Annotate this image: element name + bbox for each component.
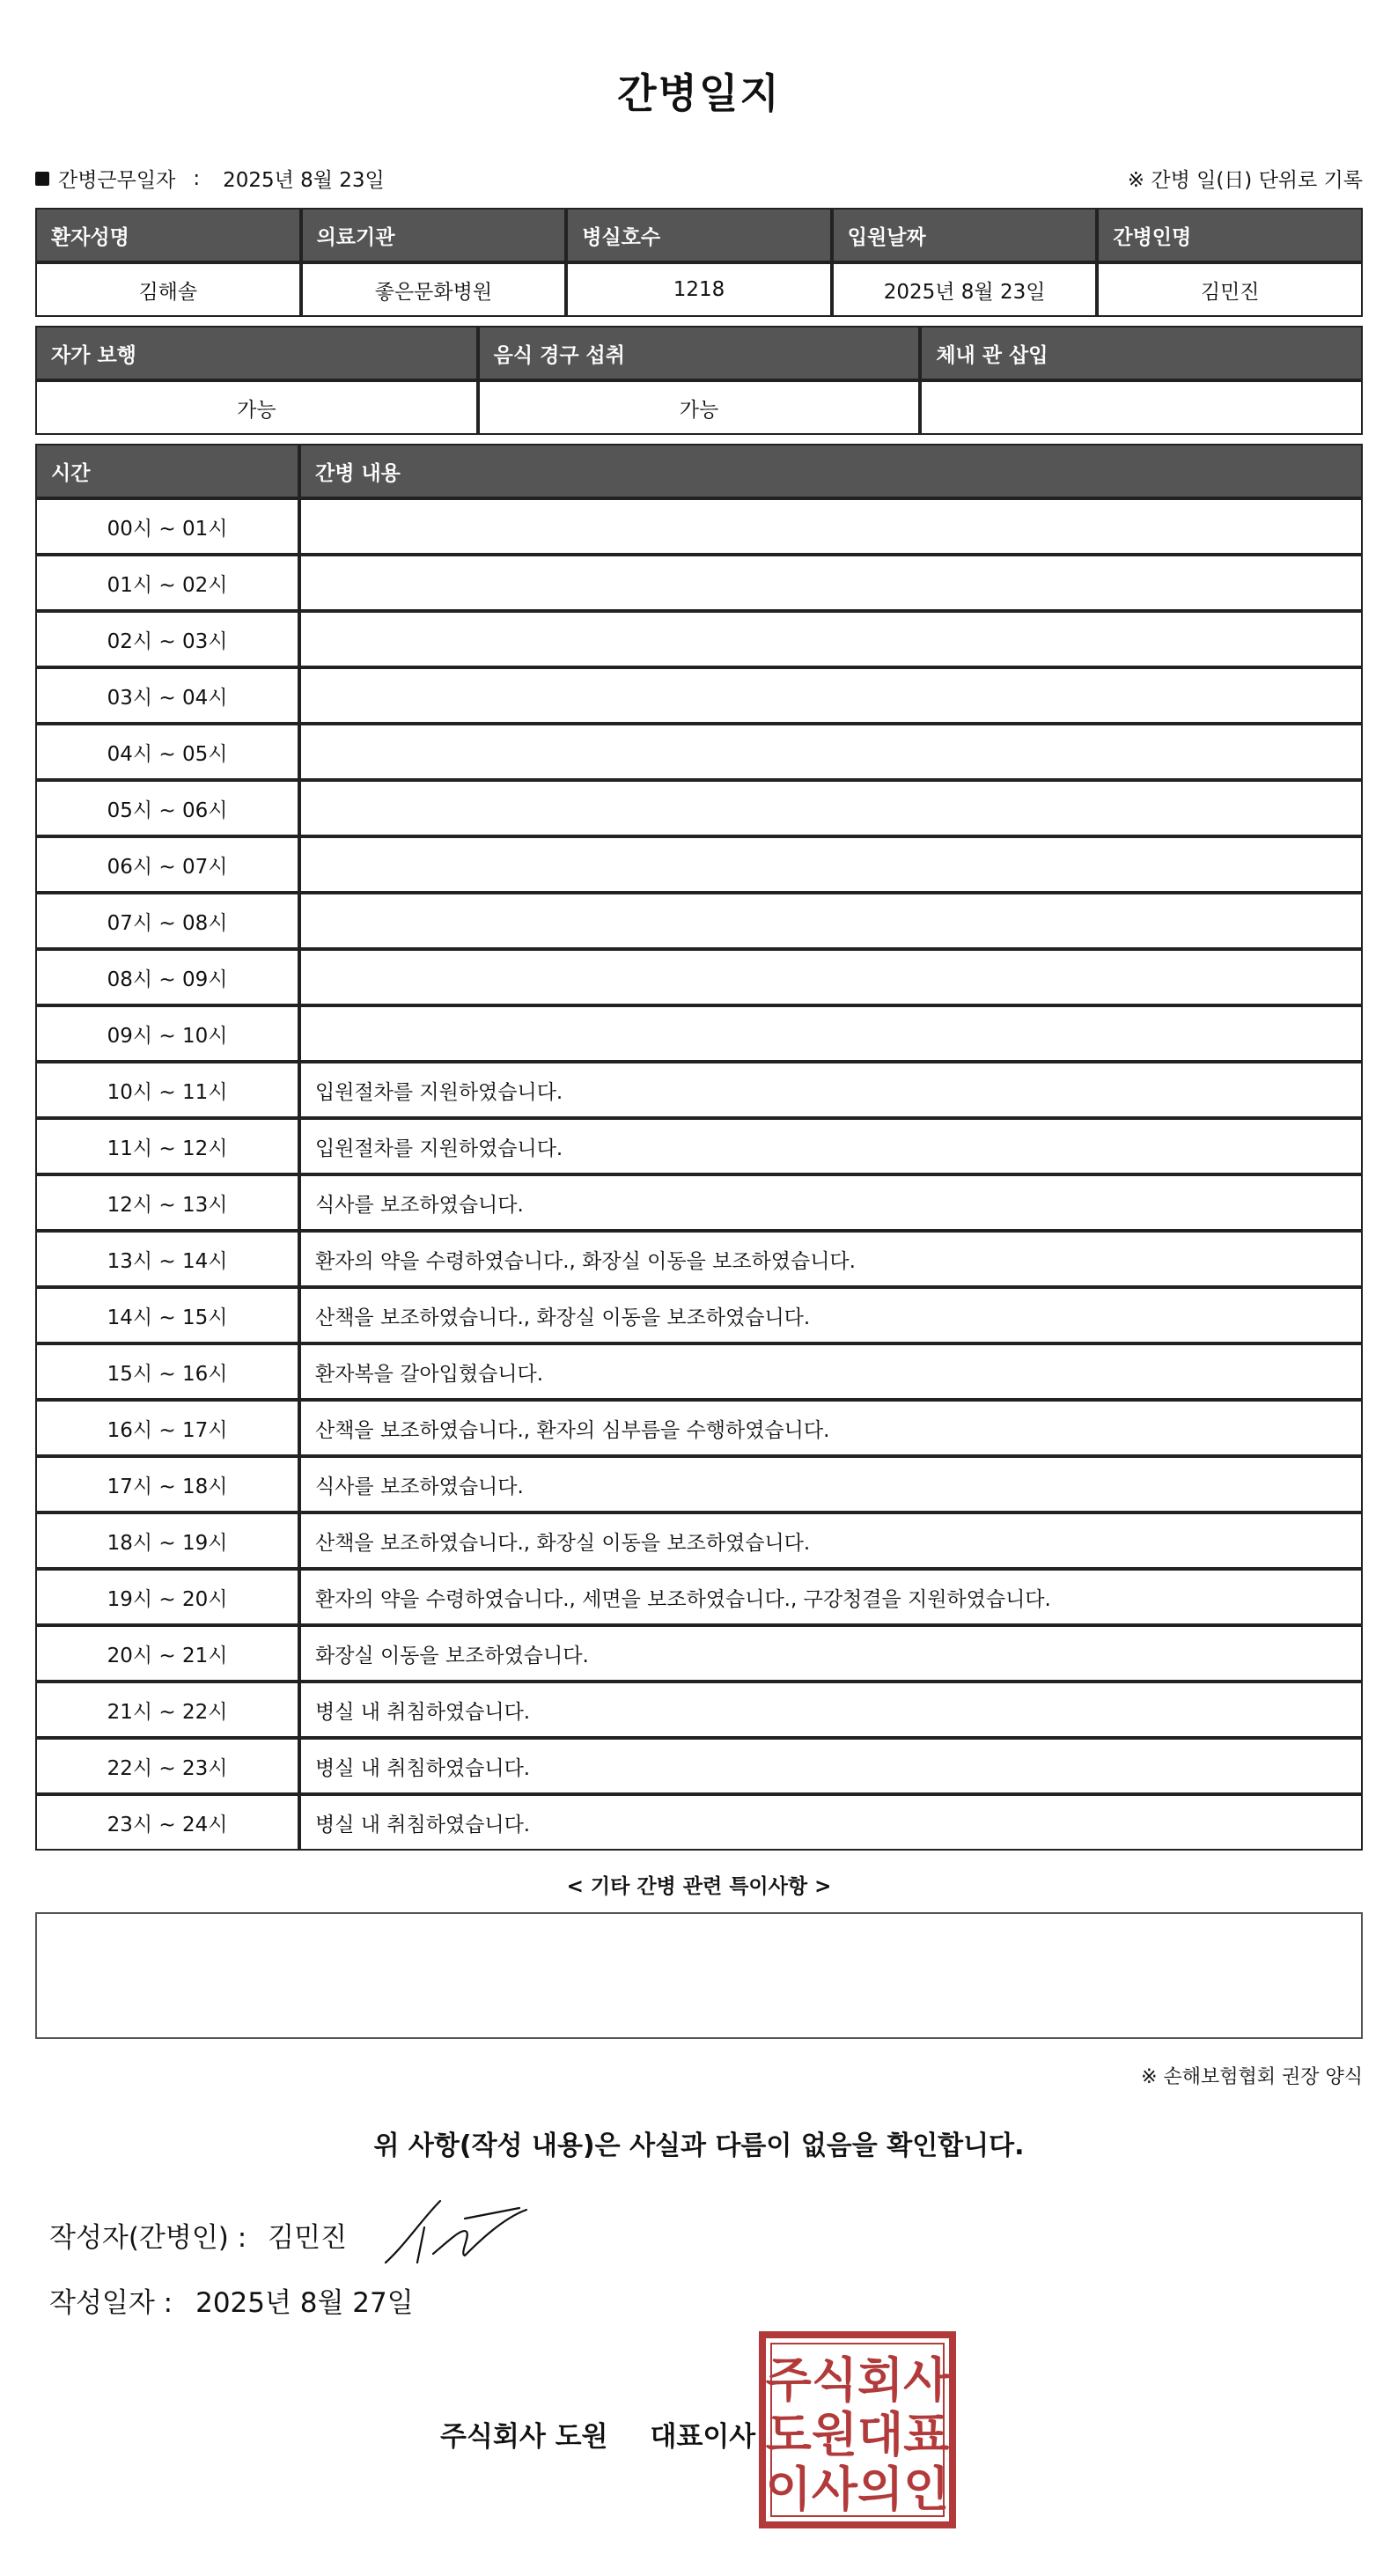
- page-title: 간병일지: [617, 70, 781, 117]
- writer-name: 김민진: [268, 2222, 348, 2254]
- care-log-content: [299, 949, 1363, 1005]
- care-log-row: [35, 836, 1363, 893]
- care-log-content: [299, 498, 1363, 555]
- care-log-content: [299, 555, 1363, 611]
- care-log-row: [35, 1682, 1363, 1738]
- self-walking-value: 가능: [35, 380, 478, 435]
- care-log-row: [35, 1625, 1363, 1682]
- hospital-name: 좋은문화병원: [301, 262, 567, 317]
- company-seal: [759, 2331, 956, 2528]
- oral-intake-value: 가능: [478, 380, 921, 435]
- care-log-content: 식사를 보조하였습니다.: [299, 1174, 1363, 1231]
- care-log-content: [299, 667, 1363, 724]
- write-date-line: [49, 2280, 414, 2320]
- care-log-row: [35, 611, 1363, 667]
- patient-status-value-row: [35, 380, 1363, 435]
- care-log-content: 환자의 약을 수령하였습니다., 화장실 이동을 보조하였습니다.: [299, 1231, 1363, 1287]
- care-log-content: 산책을 보조하였습니다., 화장실 이동을 보조하였습니다.: [299, 1287, 1363, 1343]
- care-log-time: 17시 ~ 18시: [35, 1456, 299, 1512]
- seal-line-1: 주식회사: [765, 2352, 950, 2408]
- care-log-time: 10시 ~ 11시: [35, 1062, 299, 1118]
- writer-label: 작성자(간병인) :: [49, 2222, 247, 2254]
- header-self-walking: 자가 보행: [35, 326, 478, 380]
- care-log-row: [35, 667, 1363, 724]
- header-admission-date: 입원날짜: [832, 208, 1098, 262]
- care-log-time: 20시 ~ 21시: [35, 1625, 299, 1682]
- care-log-content: 병실 내 취침하였습니다.: [299, 1682, 1363, 1738]
- care-log-time: 23시 ~ 24시: [35, 1794, 299, 1851]
- care-log-time: 09시 ~ 10시: [35, 1005, 299, 1062]
- signature-mark: [379, 2192, 528, 2271]
- remarks-box: [35, 1912, 1363, 2039]
- tube-insertion-value: [920, 380, 1363, 435]
- header-room-number: 병실호수: [566, 208, 832, 262]
- care-log-content: 식사를 보조하였습니다.: [299, 1456, 1363, 1512]
- care-log-row: [35, 1512, 1363, 1569]
- care-log-row: [35, 555, 1363, 611]
- header-oral-intake: 음식 경구 섭취: [478, 326, 921, 380]
- care-log-time: 07시 ~ 08시: [35, 893, 299, 949]
- patient-name: 김해솔: [35, 262, 301, 317]
- care-log-time: 00시 ~ 01시: [35, 498, 299, 555]
- care-log-time: 19시 ~ 20시: [35, 1569, 299, 1625]
- care-log-content: 환자의 약을 수령하였습니다., 세면을 보조하였습니다., 구강청결을 지원하였습니다.: [299, 1569, 1363, 1625]
- write-date-value: 2025년 8월 27일: [195, 2287, 414, 2319]
- care-log-row: [35, 1118, 1363, 1174]
- care-log-content: [299, 836, 1363, 893]
- care-log-body: [35, 498, 1363, 1851]
- care-log-time: 02시 ~ 03시: [35, 611, 299, 667]
- care-log-header-row: [35, 444, 1363, 498]
- work-date-value: 2025년 8월 23일: [223, 169, 385, 192]
- care-log-time: 12시 ~ 13시: [35, 1174, 299, 1231]
- care-log-time: 08시 ~ 09시: [35, 949, 299, 1005]
- record-unit-note: ※ 간병 일(日) 단위로 기록: [1127, 169, 1363, 192]
- care-log-content: [299, 611, 1363, 667]
- patient-info-table: [35, 208, 1363, 317]
- care-log-content: 산책을 보조하였습니다., 화장실 이동을 보조하였습니다.: [299, 1512, 1363, 1569]
- admission-date: 2025년 8월 23일: [832, 262, 1098, 317]
- care-log-row: [35, 1794, 1363, 1851]
- patient-status-header-row: [35, 326, 1363, 380]
- care-log-time: 01시 ~ 02시: [35, 555, 299, 611]
- care-log-time: 13시 ~ 14시: [35, 1231, 299, 1287]
- care-log-content: 산책을 보조하였습니다., 환자의 심부름을 수행하였습니다.: [299, 1400, 1363, 1456]
- write-date-label: 작성일자 :: [49, 2287, 173, 2319]
- recommend-note: ※ 손해보험협회 권장 양식: [1141, 2066, 1363, 2088]
- patient-info-header-row: [35, 208, 1363, 262]
- work-date-line: [35, 164, 385, 193]
- header-patient-name: 환자성명: [35, 208, 301, 262]
- care-log-row: [35, 780, 1363, 836]
- work-date-separator: :: [193, 166, 201, 190]
- care-log-row: [35, 1343, 1363, 1400]
- room-number: 1218: [566, 262, 832, 317]
- care-log-row: [35, 1174, 1363, 1231]
- work-date-label: 간병근무일자: [58, 169, 176, 192]
- care-log-time: 06시 ~ 07시: [35, 836, 299, 893]
- care-log-row: [35, 1569, 1363, 1625]
- care-log-row: [35, 949, 1363, 1005]
- care-log-content: [299, 893, 1363, 949]
- care-log-row: [35, 1456, 1363, 1512]
- care-log-time: 04시 ~ 05시: [35, 724, 299, 780]
- care-log-time: 16시 ~ 17시: [35, 1400, 299, 1456]
- care-log-content: 환자복을 갈아입혔습니다.: [299, 1343, 1363, 1400]
- caregiver-name: 김민진: [1097, 262, 1363, 317]
- care-log-content: [299, 1005, 1363, 1062]
- care-log-row: [35, 1738, 1363, 1794]
- care-log-content: 병실 내 취침하였습니다.: [299, 1738, 1363, 1794]
- care-log-content: 병실 내 취침하였습니다.: [299, 1794, 1363, 1851]
- header-tube-insertion: 체내 관 삽입: [920, 326, 1363, 380]
- header-caregiver-name: 간병인명: [1097, 208, 1363, 262]
- confirmation-statement: 위 사항(작성 내용)은 사실과 다름이 없음을 확인합니다.: [373, 2131, 1025, 2161]
- care-log-row: [35, 1005, 1363, 1062]
- care-log-row: [35, 1400, 1363, 1456]
- care-log-row: [35, 1287, 1363, 1343]
- care-log-time: 11시 ~ 12시: [35, 1118, 299, 1174]
- care-log-content: 화장실 이동을 보조하였습니다.: [299, 1625, 1363, 1682]
- care-log-content: [299, 780, 1363, 836]
- writer-line: [49, 2215, 347, 2255]
- seal-line-2: 도원대표: [765, 2407, 950, 2462]
- patient-status-table: [35, 326, 1363, 435]
- care-log-content: 입원절차를 지원하였습니다.: [299, 1062, 1363, 1118]
- remarks-title: < 기타 간병 관련 특이사항 >: [566, 1875, 832, 1898]
- care-log-row: [35, 724, 1363, 780]
- care-log-table: [35, 444, 1363, 1851]
- seal-line-3: 이사의인: [765, 2462, 950, 2517]
- header-care-content: 간병 내용: [299, 444, 1363, 498]
- care-log-row: [35, 1062, 1363, 1118]
- header-time: 시간: [35, 444, 299, 498]
- care-log-time: 18시 ~ 19시: [35, 1512, 299, 1569]
- care-log-time: 21시 ~ 22시: [35, 1682, 299, 1738]
- care-log-time: 05시 ~ 06시: [35, 780, 299, 836]
- patient-info-value-row: [35, 262, 1363, 317]
- care-log-row: [35, 1231, 1363, 1287]
- care-log-row: [35, 893, 1363, 949]
- header-hospital: 의료기관: [301, 208, 567, 262]
- company-line: [440, 2414, 755, 2454]
- care-log-content: 입원절차를 지원하였습니다.: [299, 1118, 1363, 1174]
- care-log-time: 22시 ~ 23시: [35, 1738, 299, 1794]
- care-log-time: 15시 ~ 16시: [35, 1343, 299, 1400]
- care-log-content: [299, 724, 1363, 780]
- care-log-time: 03시 ~ 04시: [35, 667, 299, 724]
- care-log-time: 14시 ~ 15시: [35, 1287, 299, 1343]
- bullet-square-icon: [35, 172, 49, 186]
- company-ceo-title: 대표이사: [650, 2421, 756, 2453]
- care-log-row: [35, 498, 1363, 555]
- company-name: 주식회사 도원: [440, 2421, 608, 2453]
